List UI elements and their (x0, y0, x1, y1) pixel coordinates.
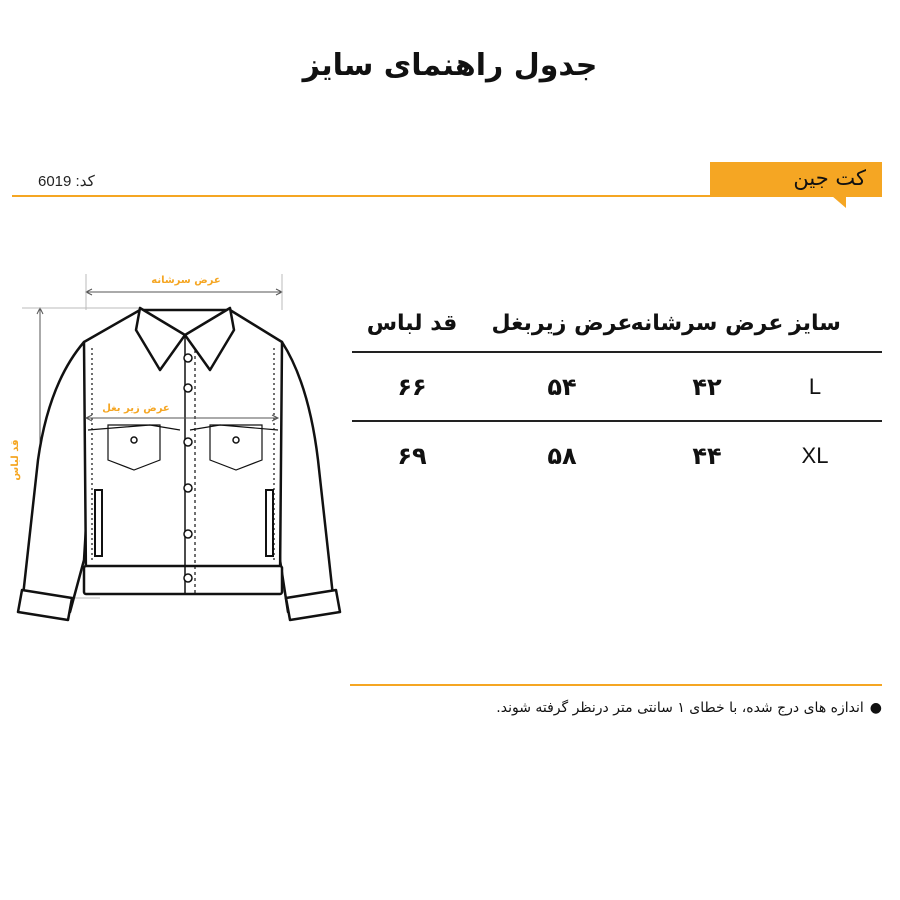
chest-cell: ۵۸ (547, 441, 577, 470)
size-cell: L (808, 373, 822, 399)
shoulder-dimension (86, 274, 282, 310)
page-title: جدول راهنمای سایز (302, 48, 598, 83)
product-code: کد: 6019 (38, 173, 95, 190)
footnote (496, 700, 882, 716)
header-length: قد لباس (366, 310, 458, 336)
jacket-diagram (0, 260, 345, 640)
product-tag-tail (832, 196, 846, 208)
length-cell: ۶۶ (397, 372, 427, 401)
shoulder-cell: ۴۲ (692, 372, 722, 401)
header-size: سایز (789, 310, 841, 336)
size-table (352, 295, 882, 489)
table-header-row (352, 295, 882, 353)
footnote-text: اندازه های درج شده، با خطای ۱ سانتی متر درنظر گرفته شوند. (496, 700, 864, 716)
size-cell: XL (801, 442, 829, 468)
length-cell: ۶۹ (397, 441, 427, 470)
header-chest: عرض زیربغل (491, 310, 633, 336)
table-row (352, 353, 882, 422)
table-row (352, 422, 882, 489)
shoulder-label: عرض سرشانه (151, 275, 221, 286)
chest-cell: ۵۴ (547, 372, 577, 401)
jacket-outline (18, 308, 340, 620)
chest-label: عرض زیر بغل (102, 403, 170, 414)
length-label: قد لباس (10, 439, 21, 481)
bullet-icon: ● (869, 700, 882, 716)
footer-divider (350, 684, 882, 686)
product-tag-label: کت جین (793, 166, 866, 190)
product-tag (710, 162, 882, 197)
header-shoulder: عرض سرشانه (630, 310, 784, 336)
shoulder-cell: ۴۴ (692, 441, 722, 470)
